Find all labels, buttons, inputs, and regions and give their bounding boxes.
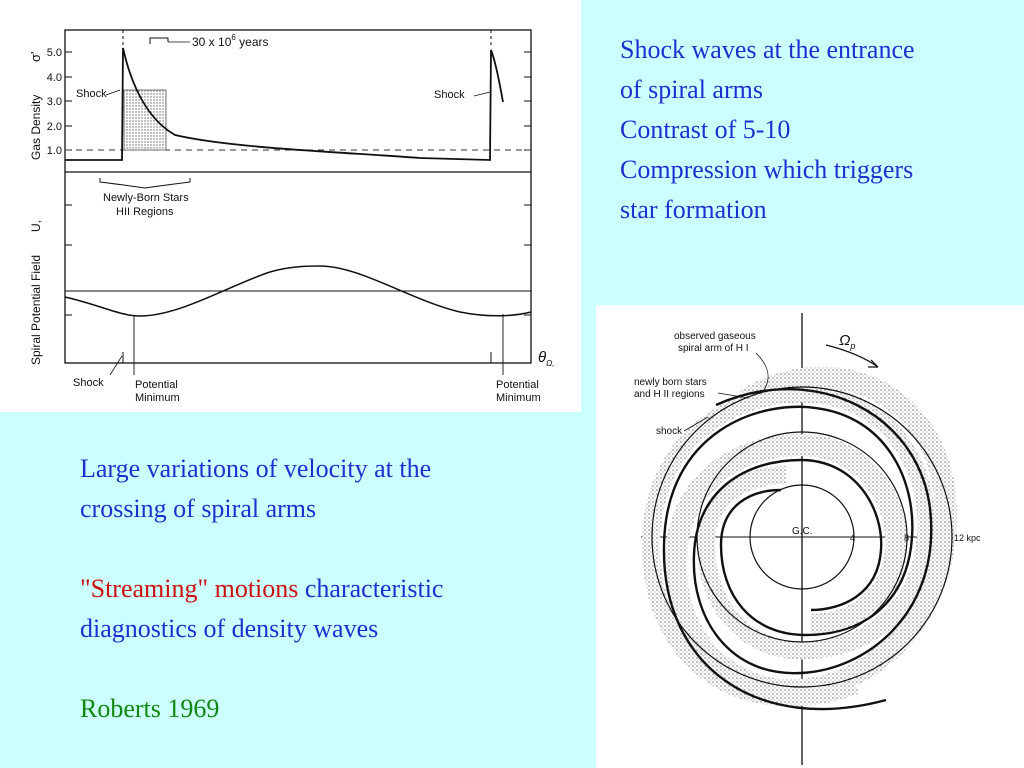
note-line: star formation: [620, 195, 767, 224]
y-tick-label: 2.0: [46, 121, 62, 133]
label-shock: shock: [656, 426, 683, 437]
galactic-center-label: G.C.: [792, 526, 813, 537]
newborn-stars-region: [124, 90, 166, 150]
time-bracket: [150, 38, 168, 44]
time-label: 30 x $10^6$ years: [192, 33, 269, 49]
streaming-rest: characteristic: [298, 574, 444, 603]
y-tick-label: 3.0: [46, 96, 62, 108]
density-potential-plot: [0, 0, 581, 412]
velocity-notes: [80, 449, 580, 729]
shock-leader-right: [474, 92, 490, 96]
label-observed-arm-1: observed gaseous: [674, 331, 756, 342]
newborn-label-1: Newly-Born Stars: [103, 192, 189, 204]
radius-tick-4: 4: [850, 533, 856, 543]
velocity-line-2: crossing of spiral arms: [80, 494, 317, 523]
streaming-line: [80, 569, 580, 609]
shock-arrow-bottom: [110, 356, 122, 375]
label-newborn-1: newly born stars: [634, 377, 707, 388]
note-line: Shock waves at the entrance: [620, 35, 915, 64]
velocity-line-1: Large variations of velocity at the: [80, 454, 432, 483]
note-line: Contrast of 5-10: [620, 115, 791, 144]
pattern-speed-label: $\Omega_p$: [839, 332, 856, 351]
diagnostics-line: diagnostics of density waves: [80, 614, 379, 643]
shock-leader-left: [106, 90, 120, 95]
shock-wave-notes: [620, 30, 1020, 230]
y-tick-label: 1.0: [46, 145, 62, 157]
streaming-motions-highlight: "Streaming" motions: [80, 574, 299, 603]
radius-tick-12: 12 kpc: [954, 533, 981, 543]
newborn-bracket: [100, 178, 190, 188]
potential-min-left-2: Minimum: [135, 392, 180, 404]
y-axis-title-density: Gas Density: [29, 94, 43, 160]
newborn-label-2: HII Regions: [116, 206, 174, 218]
bottom-shock-label: Shock: [73, 377, 104, 389]
label-newborn-2: and H II regions: [634, 389, 705, 400]
spiral-arms-plot: [596, 305, 1024, 768]
y-tick-label: 4.0: [46, 72, 62, 84]
y-tick-label: 5.0: [46, 47, 62, 59]
shock-label-left: Shock: [76, 88, 107, 100]
potential-min-left-1: Potential: [135, 379, 178, 391]
gas-density-potential-figure: [0, 0, 581, 412]
potential-min-right-1: Potential: [496, 379, 539, 391]
y-axis-symbol-potential: U,: [29, 220, 43, 232]
radius-tick-8: 8: [904, 533, 910, 543]
spiral-galaxy-diagram: [596, 305, 1024, 768]
shock-label-right: Shock: [434, 89, 465, 101]
potential-min-right-2: Minimum: [496, 392, 541, 404]
label-observed-arm-2: spiral arm of H I: [678, 343, 749, 354]
citation: Roberts 1969: [80, 694, 220, 723]
note-line: of spiral arms: [620, 75, 763, 104]
theta-axis-label: $\theta_{\Omega,}$: [538, 349, 555, 368]
note-line: Compression which triggers: [620, 155, 914, 184]
y-axis-title-potential: Spiral Potential Field: [29, 254, 43, 365]
y-axis-symbol-density: σ': [28, 51, 43, 62]
